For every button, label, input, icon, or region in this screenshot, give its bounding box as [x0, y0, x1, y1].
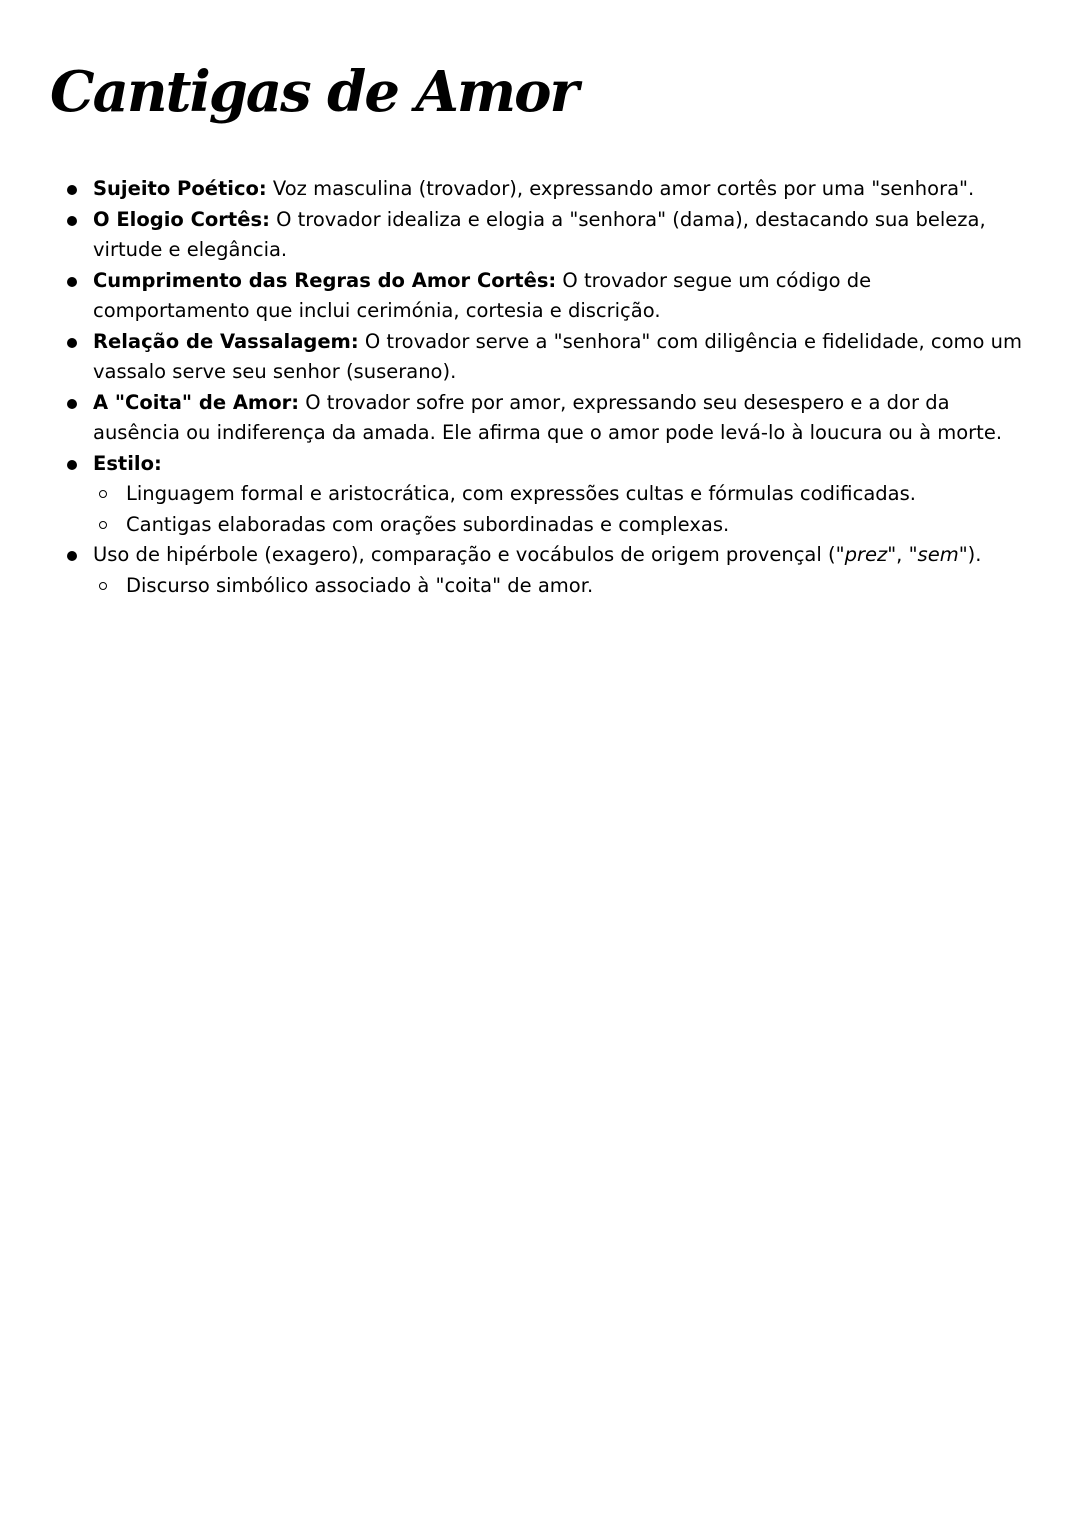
text-segment: "). [958, 543, 982, 566]
list-item-vassalagem [62, 327, 1032, 388]
bullet-dot-icon [67, 399, 77, 409]
sub-list [93, 571, 1032, 602]
list-item-hiperbole [62, 540, 1032, 601]
list-item-text [93, 208, 986, 262]
sub-list-item [93, 571, 1032, 602]
list-item-sujeito-poetico [62, 174, 1032, 205]
bullet-list [62, 174, 1032, 601]
sub-list-item [93, 479, 1032, 510]
text-segment: Uso de hipérbole (exagero), comparação e vocábulos de origem provençal (" [93, 543, 845, 566]
page-title: Cantigas de Amor [50, 59, 578, 125]
list-item-coita-de-amor [62, 388, 1032, 449]
bullet-dot-icon [67, 338, 77, 348]
term-label: O Elogio Cortês: [93, 207, 270, 231]
list-item-text [93, 452, 162, 475]
list-item-regras-amor-cortes [62, 266, 1032, 327]
term-description: Voz masculina (trovador), expressando amor cortês por uma "senhora". [266, 177, 975, 200]
bullet-dot-icon [67, 277, 77, 287]
italic-term-prez: prez [844, 543, 888, 566]
bullet-dot-icon [67, 460, 77, 470]
sub-list [93, 479, 1032, 540]
list-item-text [93, 177, 974, 200]
sub-list-item [93, 510, 1032, 541]
term-label: Estilo: [93, 451, 162, 475]
term-label: Sujeito Poético: [93, 177, 267, 200]
list-item-text [93, 391, 1002, 445]
bullet-circle-icon [99, 582, 107, 590]
sub-list-item-text: Linguagem formal e aristocrática, com expressões cultas e fórmulas codificadas. [126, 482, 916, 505]
term-label: Cumprimento das Regras do Amor Cortês: [93, 268, 557, 292]
list-item-elogio-cortes [62, 205, 1032, 266]
bullet-dot-icon [67, 216, 77, 226]
term-description: O trovador serve a "senhora" com diligência e fidelidade, como um vassalo serve seu senhor (suserano). [93, 329, 1022, 383]
list-item-estilo [62, 449, 1032, 541]
list-item-text [93, 330, 1022, 384]
sub-list-item-text: Cantigas elaboradas com orações subordinadas e complexas. [126, 512, 730, 536]
term-description: O trovador idealiza e elogia a "senhora" (dama), destacando sua beleza, virtude e elegância. [93, 207, 986, 261]
list-item-text [93, 269, 871, 323]
italic-term-sem: sem [917, 543, 959, 566]
term-label: Relação de Vassalagem: [93, 329, 359, 353]
term-description: O trovador sofre por amor, expressando seu desespero e a dor da ausência ou indiferença da amada. Ele afirma que o amor pode levá-lo à loucura ou à morte. [93, 390, 1003, 444]
list-item-text [93, 543, 981, 566]
bullet-dot-icon [67, 551, 77, 561]
text-segment: ", " [887, 543, 918, 566]
bullet-circle-icon [99, 490, 107, 498]
term-label: A "Coita" de Amor: [93, 390, 300, 414]
sub-list-item-text: Discurso simbólico associado à "coita" de amor. [126, 573, 594, 597]
bullet-dot-icon [67, 185, 77, 195]
term-description: O trovador segue um código de comportamento que inclui cerimónia, cortesia e discrição. [93, 268, 872, 322]
bullet-circle-icon [99, 521, 107, 529]
